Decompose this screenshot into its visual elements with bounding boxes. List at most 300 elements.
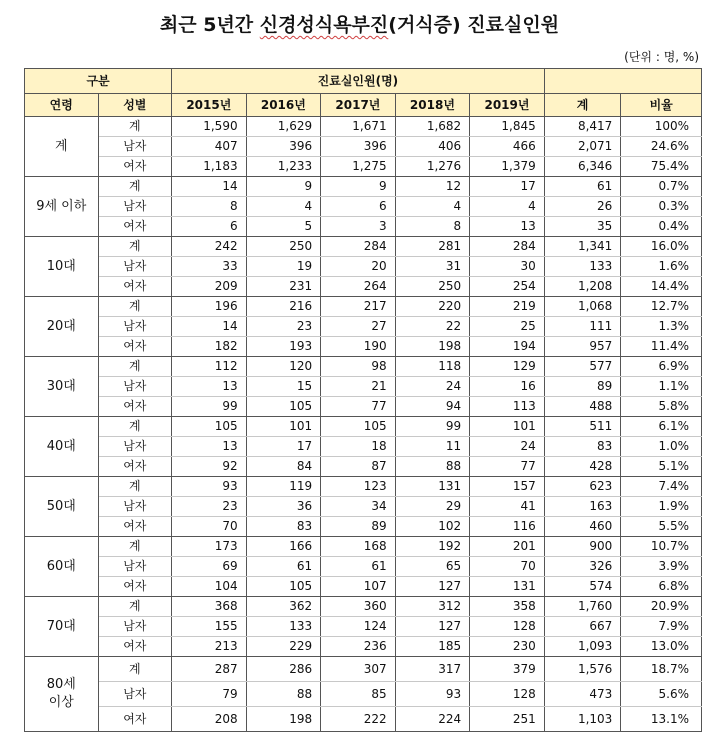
total-cell: 83 [544, 437, 621, 457]
total-cell: 1,760 [544, 597, 621, 617]
year-value-cell: 107 [321, 577, 396, 597]
year-value-cell: 127 [395, 617, 470, 637]
sex-cell: 여자 [98, 337, 172, 357]
header-total: 계 [544, 94, 621, 117]
ratio-cell: 100% [621, 117, 702, 137]
year-value-cell: 251 [470, 707, 545, 732]
sex-cell: 남자 [98, 557, 172, 577]
year-value-cell: 70 [172, 517, 247, 537]
year-value-cell: 127 [395, 577, 470, 597]
year-value-cell: 1,275 [321, 157, 396, 177]
year-value-cell: 13 [470, 217, 545, 237]
year-value-cell: 116 [470, 517, 545, 537]
year-value-cell: 192 [395, 537, 470, 557]
total-cell: 488 [544, 397, 621, 417]
table-row [25, 537, 702, 557]
table-row [25, 337, 702, 357]
year-value-cell: 284 [321, 237, 396, 257]
table-row [25, 597, 702, 617]
year-value-cell: 312 [395, 597, 470, 617]
table-row [25, 477, 702, 497]
year-value-cell: 250 [246, 237, 321, 257]
year-value-cell: 98 [321, 357, 396, 377]
title-suffix: (거식증) 진료실인원 [388, 14, 560, 36]
year-value-cell: 216 [246, 297, 321, 317]
year-value-cell: 88 [246, 682, 321, 707]
year-value-cell: 254 [470, 277, 545, 297]
year-value-cell: 9 [321, 177, 396, 197]
sex-cell: 계 [98, 177, 172, 197]
year-value-cell: 219 [470, 297, 545, 317]
year-value-cell: 236 [321, 637, 396, 657]
total-cell: 1,068 [544, 297, 621, 317]
sex-cell: 계 [98, 657, 172, 682]
year-value-cell: 1,590 [172, 117, 247, 137]
year-value-cell: 317 [395, 657, 470, 682]
year-value-cell: 198 [246, 707, 321, 732]
age-group-cell: 9세 이하 [25, 177, 99, 237]
ratio-cell: 6.1% [621, 417, 702, 437]
year-value-cell: 230 [470, 637, 545, 657]
table-row [25, 297, 702, 317]
unit-label: (단위 : 명, %) [624, 50, 699, 64]
ratio-cell: 6.9% [621, 357, 702, 377]
year-value-cell: 13 [172, 377, 247, 397]
year-value-cell: 287 [172, 657, 247, 682]
year-value-cell: 36 [246, 497, 321, 517]
total-cell: 623 [544, 477, 621, 497]
ratio-cell: 75.4% [621, 157, 702, 177]
header-year: 2016년 [246, 94, 321, 117]
year-value-cell: 194 [470, 337, 545, 357]
year-value-cell: 284 [470, 237, 545, 257]
ratio-cell: 5.8% [621, 397, 702, 417]
sex-cell: 계 [98, 537, 172, 557]
ratio-cell: 1.9% [621, 497, 702, 517]
year-value-cell: 92 [172, 457, 247, 477]
sex-cell: 여자 [98, 277, 172, 297]
sex-cell: 남자 [98, 377, 172, 397]
year-value-cell: 362 [246, 597, 321, 617]
year-value-cell: 128 [470, 682, 545, 707]
year-value-cell: 307 [321, 657, 396, 682]
table-row [25, 617, 702, 637]
year-value-cell: 407 [172, 137, 247, 157]
year-value-cell: 286 [246, 657, 321, 682]
total-cell: 2,071 [544, 137, 621, 157]
ratio-cell: 7.4% [621, 477, 702, 497]
ratio-cell: 10.7% [621, 537, 702, 557]
sex-cell: 계 [98, 117, 172, 137]
table-row [25, 197, 702, 217]
year-value-cell: 9 [246, 177, 321, 197]
year-value-cell: 360 [321, 597, 396, 617]
table-row [25, 257, 702, 277]
year-value-cell: 27 [321, 317, 396, 337]
age-group-cell: 10대 [25, 237, 99, 297]
year-value-cell: 396 [321, 137, 396, 157]
year-value-cell: 208 [172, 707, 247, 732]
year-value-cell: 213 [172, 637, 247, 657]
year-value-cell: 6 [321, 197, 396, 217]
table-row [25, 137, 702, 157]
sex-cell: 남자 [98, 497, 172, 517]
ratio-cell: 3.9% [621, 557, 702, 577]
year-value-cell: 19 [246, 257, 321, 277]
sex-cell: 여자 [98, 637, 172, 657]
age-group-cell: 80세 이상 [25, 657, 99, 732]
total-cell: 35 [544, 217, 621, 237]
total-cell: 1,208 [544, 277, 621, 297]
year-value-cell: 99 [172, 397, 247, 417]
year-value-cell: 131 [395, 477, 470, 497]
table-row [25, 277, 702, 297]
ratio-cell: 0.3% [621, 197, 702, 217]
ratio-cell: 1.1% [621, 377, 702, 397]
age-group-cell: 30대 [25, 357, 99, 417]
sex-cell: 남자 [98, 682, 172, 707]
year-value-cell: 77 [321, 397, 396, 417]
sex-cell: 남자 [98, 257, 172, 277]
year-value-cell: 102 [395, 517, 470, 537]
total-cell: 900 [544, 537, 621, 557]
table-row [25, 517, 702, 537]
age-group-cell: 60대 [25, 537, 99, 597]
age-group-cell: 20대 [25, 297, 99, 357]
table-row [25, 397, 702, 417]
year-value-cell: 198 [395, 337, 470, 357]
year-value-cell: 30 [470, 257, 545, 277]
age-group-cell: 계 [25, 117, 99, 177]
table-row [25, 457, 702, 477]
year-value-cell: 61 [321, 557, 396, 577]
sex-cell: 계 [98, 357, 172, 377]
year-value-cell: 70 [470, 557, 545, 577]
total-cell: 574 [544, 577, 621, 597]
table-row [25, 637, 702, 657]
ratio-cell: 6.8% [621, 577, 702, 597]
total-cell: 8,417 [544, 117, 621, 137]
year-value-cell: 123 [321, 477, 396, 497]
year-value-cell: 217 [321, 297, 396, 317]
year-value-cell: 131 [470, 577, 545, 597]
age-group-cell: 70대 [25, 597, 99, 657]
year-value-cell: 193 [246, 337, 321, 357]
ratio-cell: 0.7% [621, 177, 702, 197]
ratio-cell: 24.6% [621, 137, 702, 157]
total-cell: 89 [544, 377, 621, 397]
total-cell: 326 [544, 557, 621, 577]
table-row [25, 237, 702, 257]
sex-cell: 여자 [98, 517, 172, 537]
total-cell: 957 [544, 337, 621, 357]
year-value-cell: 8 [172, 197, 247, 217]
sex-cell: 남자 [98, 137, 172, 157]
total-cell: 577 [544, 357, 621, 377]
year-value-cell: 124 [321, 617, 396, 637]
year-value-cell: 34 [321, 497, 396, 517]
year-value-cell: 105 [321, 417, 396, 437]
year-value-cell: 4 [470, 197, 545, 217]
year-value-cell: 224 [395, 707, 470, 732]
year-value-cell: 113 [470, 397, 545, 417]
total-cell: 428 [544, 457, 621, 477]
table-row [25, 497, 702, 517]
year-value-cell: 182 [172, 337, 247, 357]
year-value-cell: 1,183 [172, 157, 247, 177]
total-cell: 460 [544, 517, 621, 537]
year-value-cell: 17 [470, 177, 545, 197]
year-value-cell: 84 [246, 457, 321, 477]
table-row [25, 317, 702, 337]
year-value-cell: 1,379 [470, 157, 545, 177]
sex-cell: 여자 [98, 577, 172, 597]
year-value-cell: 119 [246, 477, 321, 497]
ratio-cell: 1.6% [621, 257, 702, 277]
total-cell: 6,346 [544, 157, 621, 177]
year-value-cell: 185 [395, 637, 470, 657]
sex-cell: 여자 [98, 707, 172, 732]
year-value-cell: 23 [172, 497, 247, 517]
year-value-cell: 104 [172, 577, 247, 597]
year-value-cell: 406 [395, 137, 470, 157]
year-value-cell: 29 [395, 497, 470, 517]
year-value-cell: 105 [172, 417, 247, 437]
sex-cell: 계 [98, 417, 172, 437]
total-cell: 163 [544, 497, 621, 517]
table-row [25, 707, 702, 732]
year-value-cell: 155 [172, 617, 247, 637]
year-value-cell: 129 [470, 357, 545, 377]
sex-cell: 여자 [98, 457, 172, 477]
year-value-cell: 20 [321, 257, 396, 277]
table-row [25, 177, 702, 197]
table-row [25, 437, 702, 457]
header-year: 2018년 [395, 94, 470, 117]
total-cell: 1,576 [544, 657, 621, 682]
total-cell: 111 [544, 317, 621, 337]
year-value-cell: 173 [172, 537, 247, 557]
header-patients: 진료실인원(명) [172, 69, 545, 94]
total-cell: 511 [544, 417, 621, 437]
year-value-cell: 33 [172, 257, 247, 277]
year-value-cell: 14 [172, 177, 247, 197]
header-row-1 [25, 69, 702, 94]
year-value-cell: 94 [395, 397, 470, 417]
table-row [25, 417, 702, 437]
year-value-cell: 93 [172, 477, 247, 497]
ratio-cell: 5.5% [621, 517, 702, 537]
table-row [25, 117, 702, 137]
age-group-cell: 40대 [25, 417, 99, 477]
age-group-cell: 50대 [25, 477, 99, 537]
year-value-cell: 41 [470, 497, 545, 517]
ratio-cell: 7.9% [621, 617, 702, 637]
total-cell: 473 [544, 682, 621, 707]
table-row [25, 157, 702, 177]
table-row [25, 657, 702, 682]
sex-cell: 여자 [98, 217, 172, 237]
page-title [0, 10, 719, 37]
ratio-cell: 1.3% [621, 317, 702, 337]
year-value-cell: 11 [395, 437, 470, 457]
year-value-cell: 13 [172, 437, 247, 457]
year-value-cell: 12 [395, 177, 470, 197]
year-value-cell: 88 [395, 457, 470, 477]
year-value-cell: 133 [246, 617, 321, 637]
year-value-cell: 31 [395, 257, 470, 277]
ratio-cell: 5.1% [621, 457, 702, 477]
year-value-cell: 1,845 [470, 117, 545, 137]
header-row-2 [25, 94, 702, 117]
year-value-cell: 1,671 [321, 117, 396, 137]
year-value-cell: 18 [321, 437, 396, 457]
ratio-cell: 5.6% [621, 682, 702, 707]
total-cell: 26 [544, 197, 621, 217]
table-row [25, 217, 702, 237]
total-cell: 1,093 [544, 637, 621, 657]
year-value-cell: 128 [470, 617, 545, 637]
year-value-cell: 105 [246, 577, 321, 597]
year-value-cell: 4 [246, 197, 321, 217]
year-value-cell: 5 [246, 217, 321, 237]
total-cell: 1,103 [544, 707, 621, 732]
year-value-cell: 466 [470, 137, 545, 157]
sex-cell: 계 [98, 477, 172, 497]
year-value-cell: 118 [395, 357, 470, 377]
year-value-cell: 8 [395, 217, 470, 237]
year-value-cell: 83 [246, 517, 321, 537]
ratio-cell: 11.4% [621, 337, 702, 357]
year-value-cell: 101 [470, 417, 545, 437]
header-sex: 성별 [98, 94, 172, 117]
year-value-cell: 24 [470, 437, 545, 457]
year-value-cell: 3 [321, 217, 396, 237]
table-row [25, 577, 702, 597]
ratio-cell: 18.7% [621, 657, 702, 682]
year-value-cell: 281 [395, 237, 470, 257]
ratio-cell: 0.4% [621, 217, 702, 237]
year-value-cell: 24 [395, 377, 470, 397]
ratio-cell: 20.9% [621, 597, 702, 617]
year-value-cell: 396 [246, 137, 321, 157]
total-cell: 1,341 [544, 237, 621, 257]
year-value-cell: 231 [246, 277, 321, 297]
year-value-cell: 157 [470, 477, 545, 497]
year-value-cell: 1,682 [395, 117, 470, 137]
sex-cell: 남자 [98, 617, 172, 637]
sex-cell: 계 [98, 297, 172, 317]
year-value-cell: 101 [246, 417, 321, 437]
total-cell: 667 [544, 617, 621, 637]
header-blank [544, 69, 701, 94]
year-value-cell: 77 [470, 457, 545, 477]
total-cell: 133 [544, 257, 621, 277]
year-value-cell: 6 [172, 217, 247, 237]
header-ratio: 비율 [621, 94, 702, 117]
year-value-cell: 65 [395, 557, 470, 577]
year-value-cell: 229 [246, 637, 321, 657]
year-value-cell: 93 [395, 682, 470, 707]
year-value-cell: 61 [246, 557, 321, 577]
year-value-cell: 190 [321, 337, 396, 357]
year-value-cell: 79 [172, 682, 247, 707]
year-value-cell: 120 [246, 357, 321, 377]
year-value-cell: 222 [321, 707, 396, 732]
year-value-cell: 21 [321, 377, 396, 397]
table-row [25, 357, 702, 377]
ratio-cell: 13.1% [621, 707, 702, 732]
year-value-cell: 16 [470, 377, 545, 397]
ratio-cell: 14.4% [621, 277, 702, 297]
sex-cell: 여자 [98, 157, 172, 177]
header-year: 2017년 [321, 94, 396, 117]
year-value-cell: 4 [395, 197, 470, 217]
ratio-cell: 13.0% [621, 637, 702, 657]
year-value-cell: 201 [470, 537, 545, 557]
year-value-cell: 220 [395, 297, 470, 317]
year-value-cell: 196 [172, 297, 247, 317]
year-value-cell: 1,233 [246, 157, 321, 177]
year-value-cell: 264 [321, 277, 396, 297]
year-value-cell: 112 [172, 357, 247, 377]
table-row [25, 377, 702, 397]
year-value-cell: 14 [172, 317, 247, 337]
sex-cell: 계 [98, 237, 172, 257]
year-value-cell: 87 [321, 457, 396, 477]
year-value-cell: 250 [395, 277, 470, 297]
year-value-cell: 242 [172, 237, 247, 257]
table-row [25, 682, 702, 707]
year-value-cell: 85 [321, 682, 396, 707]
year-value-cell: 166 [246, 537, 321, 557]
patients-table [24, 68, 702, 732]
year-value-cell: 69 [172, 557, 247, 577]
table-row [25, 557, 702, 577]
header-age: 연령 [25, 94, 99, 117]
sex-cell: 계 [98, 597, 172, 617]
year-value-cell: 368 [172, 597, 247, 617]
year-value-cell: 105 [246, 397, 321, 417]
ratio-cell: 12.7% [621, 297, 702, 317]
sex-cell: 남자 [98, 197, 172, 217]
ratio-cell: 1.0% [621, 437, 702, 457]
year-value-cell: 358 [470, 597, 545, 617]
year-value-cell: 23 [246, 317, 321, 337]
title-prefix: 최근 5년간 [159, 14, 260, 36]
year-value-cell: 379 [470, 657, 545, 682]
year-value-cell: 17 [246, 437, 321, 457]
year-value-cell: 15 [246, 377, 321, 397]
year-value-cell: 1,629 [246, 117, 321, 137]
total-cell: 61 [544, 177, 621, 197]
year-value-cell: 168 [321, 537, 396, 557]
year-value-cell: 89 [321, 517, 396, 537]
header-year: 2019년 [470, 94, 545, 117]
year-value-cell: 209 [172, 277, 247, 297]
header-year: 2015년 [172, 94, 247, 117]
table-body [25, 117, 702, 732]
sex-cell: 남자 [98, 317, 172, 337]
sex-cell: 남자 [98, 437, 172, 457]
year-value-cell: 25 [470, 317, 545, 337]
sex-cell: 여자 [98, 397, 172, 417]
ratio-cell: 16.0% [621, 237, 702, 257]
header-gubun: 구분 [25, 69, 172, 94]
year-value-cell: 22 [395, 317, 470, 337]
year-value-cell: 99 [395, 417, 470, 437]
title-keyword: 신경성식욕부진 [259, 14, 389, 36]
